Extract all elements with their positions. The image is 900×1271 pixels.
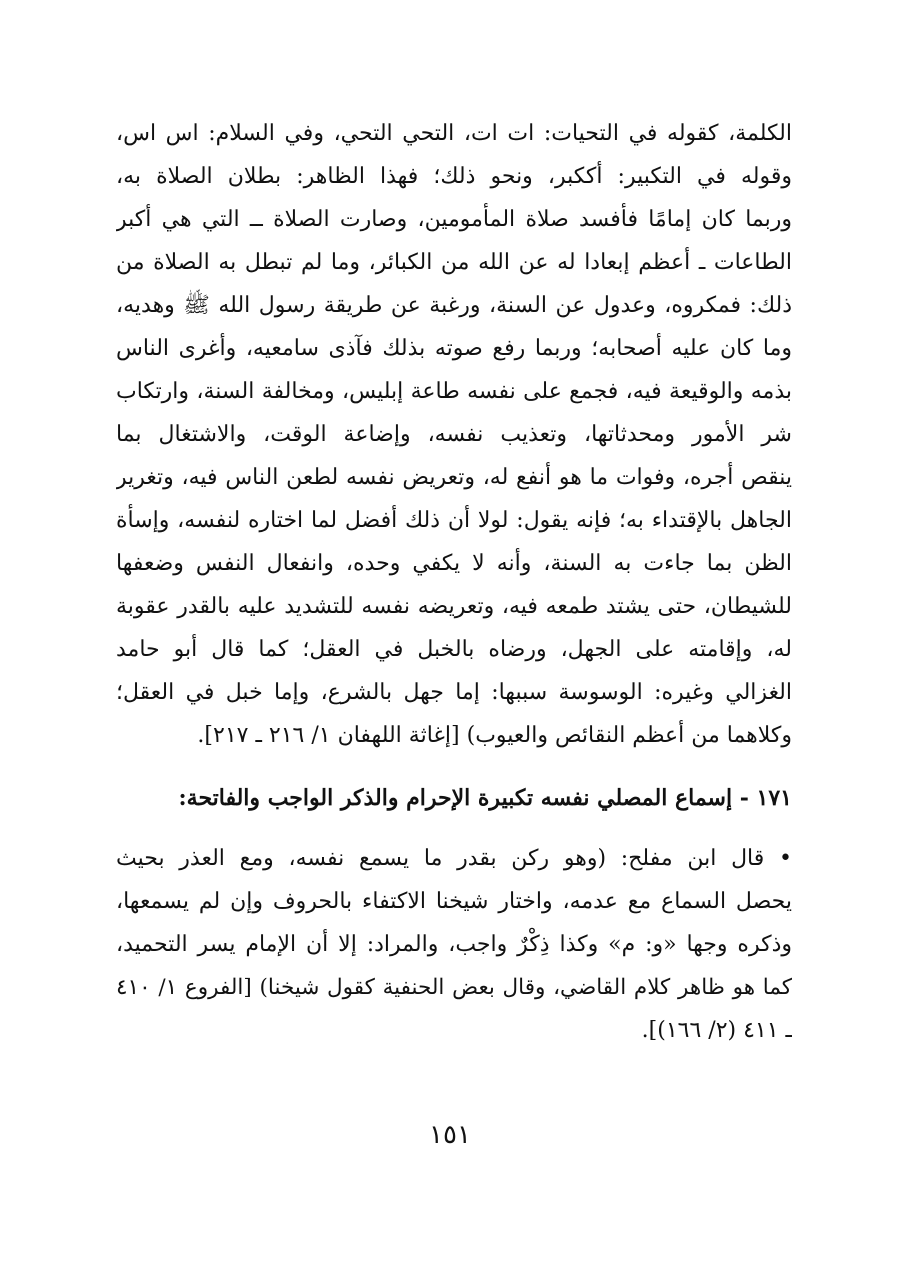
text-line: الكلمة، كقوله في التحيات: ات ات، التحي التحي، وفي السلام: اس اس، xyxy=(116,121,792,146)
text-line: الغزالي وغيره: الوسوسة سببها: إما جهل بالشرع، وإما خبل في العقل؛ xyxy=(116,680,792,705)
text-line: ـ ٤١١ (٢/ ١٦٦)]. xyxy=(641,1018,792,1043)
text-line: وذكره وجها «و: م» وكذا ذِكْرٌ واجب، والمراد: إلا أن الإمام يسر التحميد، xyxy=(116,932,792,957)
text-line: كما هو ظاهر كلام القاضي، وقال بعض الحنفية كقول شيخنا) [الفروع ١/ ٤١٠ xyxy=(116,975,792,1000)
body-paragraph-1 xyxy=(116,112,792,757)
text-line: الظن بما جاءت به السنة، وأنه لا يكفي وحده، وانفعال النفس وضعفها xyxy=(116,551,792,576)
text-line: وما كان عليه أصحابه؛ وربما رفع صوته بذلك فآذى سامعيه، وأغرى الناس xyxy=(116,336,792,361)
text-line: • قال ابن مفلح: (وهو ركن بقدر ما يسمع نفسه، ومع العذر بحيث xyxy=(116,846,792,871)
text-line: وربما كان إمامًا فأفسد صلاة المأمومين، وصارت الصلاة ــ التي هي أكبر xyxy=(116,207,792,232)
text-line: شر الأمور ومحدثاتها، وتعذيب نفسه، وإضاعة الوقت، والاشتغال بما xyxy=(116,422,792,447)
text-line: ينقص أجره، وفوات ما هو أنفع له، وتعريض نفسه لطعن الناس فيه، وتغرير xyxy=(116,465,792,490)
text-line: الطاعات ـ أعظم إبعادا له عن الله من الكبائر، وما لم تبطل به الصلاة من xyxy=(116,250,792,275)
text-line: للشيطان، حتى يشتد طمعه فيه، وتعريضه نفسه للتشديد عليه بالقدر عقوبة xyxy=(116,594,792,619)
text-line: وقوله في التكبير: أككبر، ونحو ذلك؛ فهذا الظاهر: بطلان الصلاة به، xyxy=(116,164,792,189)
text-line: ذلك: فمكروه، وعدول عن السنة، ورغبة عن طريقة رسول الله ﷺ وهديه، xyxy=(116,293,792,318)
page-content xyxy=(116,112,792,1052)
text-line: الجاهل بالإقتداء به؛ فإنه يقول: لولا أن ذلك أفضل لما اختاره لنفسه، وإسأة xyxy=(116,508,792,533)
text-line: يحصل السماع مع عدمه، واختار شيخنا الاكتفاء بالحروف وإن لم يسمعها، xyxy=(116,889,792,914)
body-paragraph-2 xyxy=(116,837,792,1052)
section-heading: ١٧١ - إسماع المصلي نفسه تكبيرة الإحرام والذكر الواجب والفاتحة: xyxy=(178,785,792,811)
text-line: له، وإقامته على الجهل، ورضاه بالخبل في العقل؛ كما قال أبو حامد xyxy=(116,637,792,662)
text-line: وكلاهما من أعظم النقائص والعيوب) [إغاثة اللهفان ١/ ٢١٦ ـ ٢١٧]. xyxy=(197,723,792,748)
page-number: ١٥١ xyxy=(429,1120,471,1150)
text-line: بذمه والوقيعة فيه، فجمع على نفسه طاعة إبليس، ومخالفة السنة، وارتكاب xyxy=(116,379,792,404)
